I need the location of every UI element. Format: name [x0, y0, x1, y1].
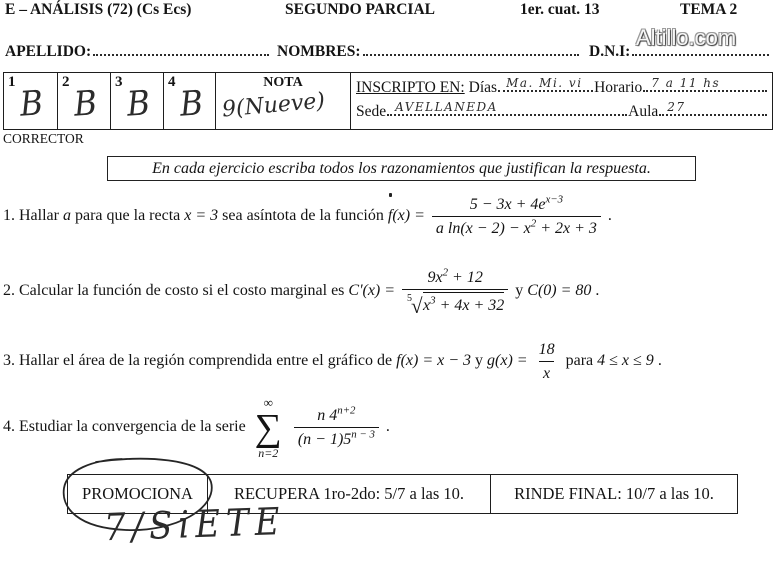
fraction-denominator [432, 216, 601, 238]
sum-upper-limit: ∞ [263, 395, 273, 410]
denominator-tail: + 2x + 3 [540, 220, 597, 237]
fraction-numerator [466, 195, 567, 216]
fraction-numerator [424, 268, 487, 289]
sigma-icon: ∑ [254, 407, 282, 449]
nota-cell [216, 73, 351, 129]
inscripto-row-2 [356, 100, 768, 124]
apellido-field [5, 43, 269, 61]
nota-handwritten-value: 9(Nueve) [221, 88, 326, 123]
radicand-base: x [423, 297, 431, 314]
question-1 [3, 195, 612, 238]
exponent: n − 3 [351, 428, 375, 441]
exercise-number: 1 [8, 74, 16, 90]
sede-label: Sede [356, 103, 387, 120]
fraction-denominator [294, 427, 379, 449]
end-period: . [595, 282, 600, 300]
dias-label: Días [468, 79, 498, 96]
fraction-denominator: x [539, 361, 554, 383]
exponent: n+2 [337, 404, 356, 417]
question-text: para [565, 352, 594, 370]
question-text: sea asíntota de la función [222, 207, 384, 225]
grade-cell-1 [4, 73, 58, 129]
nota-label: NOTA [263, 75, 303, 90]
sum-lower-limit: n=2 [258, 446, 279, 460]
question-2 [3, 266, 600, 318]
sede-dotted-line [387, 100, 627, 116]
radicand-tail: + 4x + 32 [439, 297, 505, 314]
fraction-numerator [313, 406, 359, 427]
denominator-base: a ln(x − 2) − x [435, 220, 531, 237]
question-3 [3, 340, 662, 383]
question-text: Hallar el área de la región comprendida entre el gráfico de [19, 352, 393, 370]
inscripto-row-1 [356, 76, 768, 100]
exponent: 2 [530, 217, 537, 230]
end-period: . [657, 352, 662, 370]
end-period: . [607, 207, 612, 225]
end-period: . [385, 418, 390, 436]
marginal-cost-fraction [402, 266, 508, 318]
nombres-dotted-line [363, 53, 579, 56]
function-g-fraction [535, 340, 559, 383]
dias-dotted-line [498, 76, 593, 92]
watermark-logo: Altillo.com [636, 25, 737, 50]
nombres-label: NOMBRES: [277, 43, 361, 60]
instruction-box: En cada ejercicio escriba todos los razonamientos que justifican la respuesta. [107, 156, 696, 181]
function-lhs: f(x) = [387, 207, 425, 225]
aula-handwritten-value: 27 [667, 100, 686, 114]
grade-cell-3 [111, 73, 164, 129]
dni-dotted-line [632, 53, 769, 56]
course-title: E – ANÁLISIS (72) (Cs Ecs) [5, 1, 192, 18]
question-4 [3, 396, 390, 459]
sede-handwritten-value: AVELLANEDA [395, 100, 498, 114]
series-term-fraction [294, 406, 379, 449]
nombres-field [277, 43, 579, 61]
exercise-number: 2 [62, 74, 70, 90]
handwritten-mark: B [125, 83, 152, 125]
numerator-tail: + 12 [452, 269, 483, 286]
root-index: 5 [407, 293, 413, 304]
exercise-number: 4 [168, 74, 176, 90]
conjunction: y [515, 282, 524, 300]
inscripto-label: INSCRIPTO EN: [356, 79, 465, 96]
radicand [423, 292, 504, 315]
tema-label: TEMA 2 [680, 1, 738, 18]
handwritten-mark: B [178, 83, 205, 125]
promociona-cell: PROMOCIONA [68, 475, 208, 513]
radical [406, 292, 505, 318]
fraction-numerator: 18 [538, 341, 555, 358]
question-number: 2. [3, 282, 15, 300]
numerator-base: n 4 [317, 407, 338, 424]
question-text: Hallar [19, 207, 59, 225]
conjunction: y [475, 352, 484, 370]
exponent: 2 [442, 266, 449, 279]
interval: 4 ≤ x ≤ 9 [597, 352, 654, 370]
horario-handwritten-value: 7 a 11 hs [651, 76, 721, 90]
function-lhs: g(x) = [487, 352, 528, 370]
dias-handwritten-value: Ma. Mi. vi [506, 76, 583, 90]
exponent: x−3 [545, 193, 564, 206]
aula-label: Aula [628, 103, 659, 120]
numerator-base: 5 − 3x + 4e [469, 196, 546, 213]
question-text: Calcular la función de costo si el costo marginal es [19, 282, 345, 300]
fraction-denominator [402, 289, 508, 318]
handwritten-final-grade: 7/SiETE [103, 499, 287, 551]
recupera-cell: RECUPERA 1ro-2do: 5/7 a las 10. [208, 475, 491, 513]
denominator-base: (n − 1)5 [297, 431, 352, 448]
handwritten-mark: B [72, 83, 99, 125]
math-variable: a [62, 207, 71, 225]
question-text: Estudiar la convergencia de la serie [19, 418, 246, 436]
math-equation: x = 3 [184, 207, 219, 225]
exercise-number: 3 [115, 74, 123, 90]
initial-condition: C(0) = 80 [527, 282, 592, 300]
grades-table [3, 72, 773, 130]
dni-label: D.N.I: [589, 43, 631, 60]
question-number: 4. [3, 418, 15, 436]
grade-cell-2 [58, 73, 111, 129]
corrector-label: CORRECTOR [3, 131, 84, 146]
function-lhs: C'(x) = [348, 282, 396, 300]
question-number: 3. [3, 352, 15, 370]
inscripto-cell [351, 73, 772, 129]
function-f: f(x) = x − 3 [396, 352, 472, 370]
grade-cell-4 [164, 73, 216, 129]
horario-label: Horario [594, 79, 643, 96]
exam-title: SEGUNDO PARCIAL [285, 1, 435, 18]
handwritten-mark: B [18, 83, 45, 125]
question-number: 1. [3, 207, 15, 225]
apellido-dotted-line [93, 53, 269, 56]
question-text: para que la recta [74, 207, 181, 225]
aula-dotted-line [659, 100, 767, 116]
apellido-label: APELLIDO: [5, 43, 92, 60]
root-sign: √ [411, 294, 423, 318]
summation [255, 396, 282, 459]
exponent: 3 [430, 294, 436, 307]
rinde-final-cell: RINDE FINAL: 10/7 a las 10. [514, 484, 714, 503]
function-fraction [432, 195, 601, 238]
numerator-base: 9x [427, 269, 443, 286]
horario-dotted-line [643, 76, 767, 92]
term-label: 1er. cuat. 13 [520, 1, 600, 18]
dni-field [589, 43, 769, 61]
